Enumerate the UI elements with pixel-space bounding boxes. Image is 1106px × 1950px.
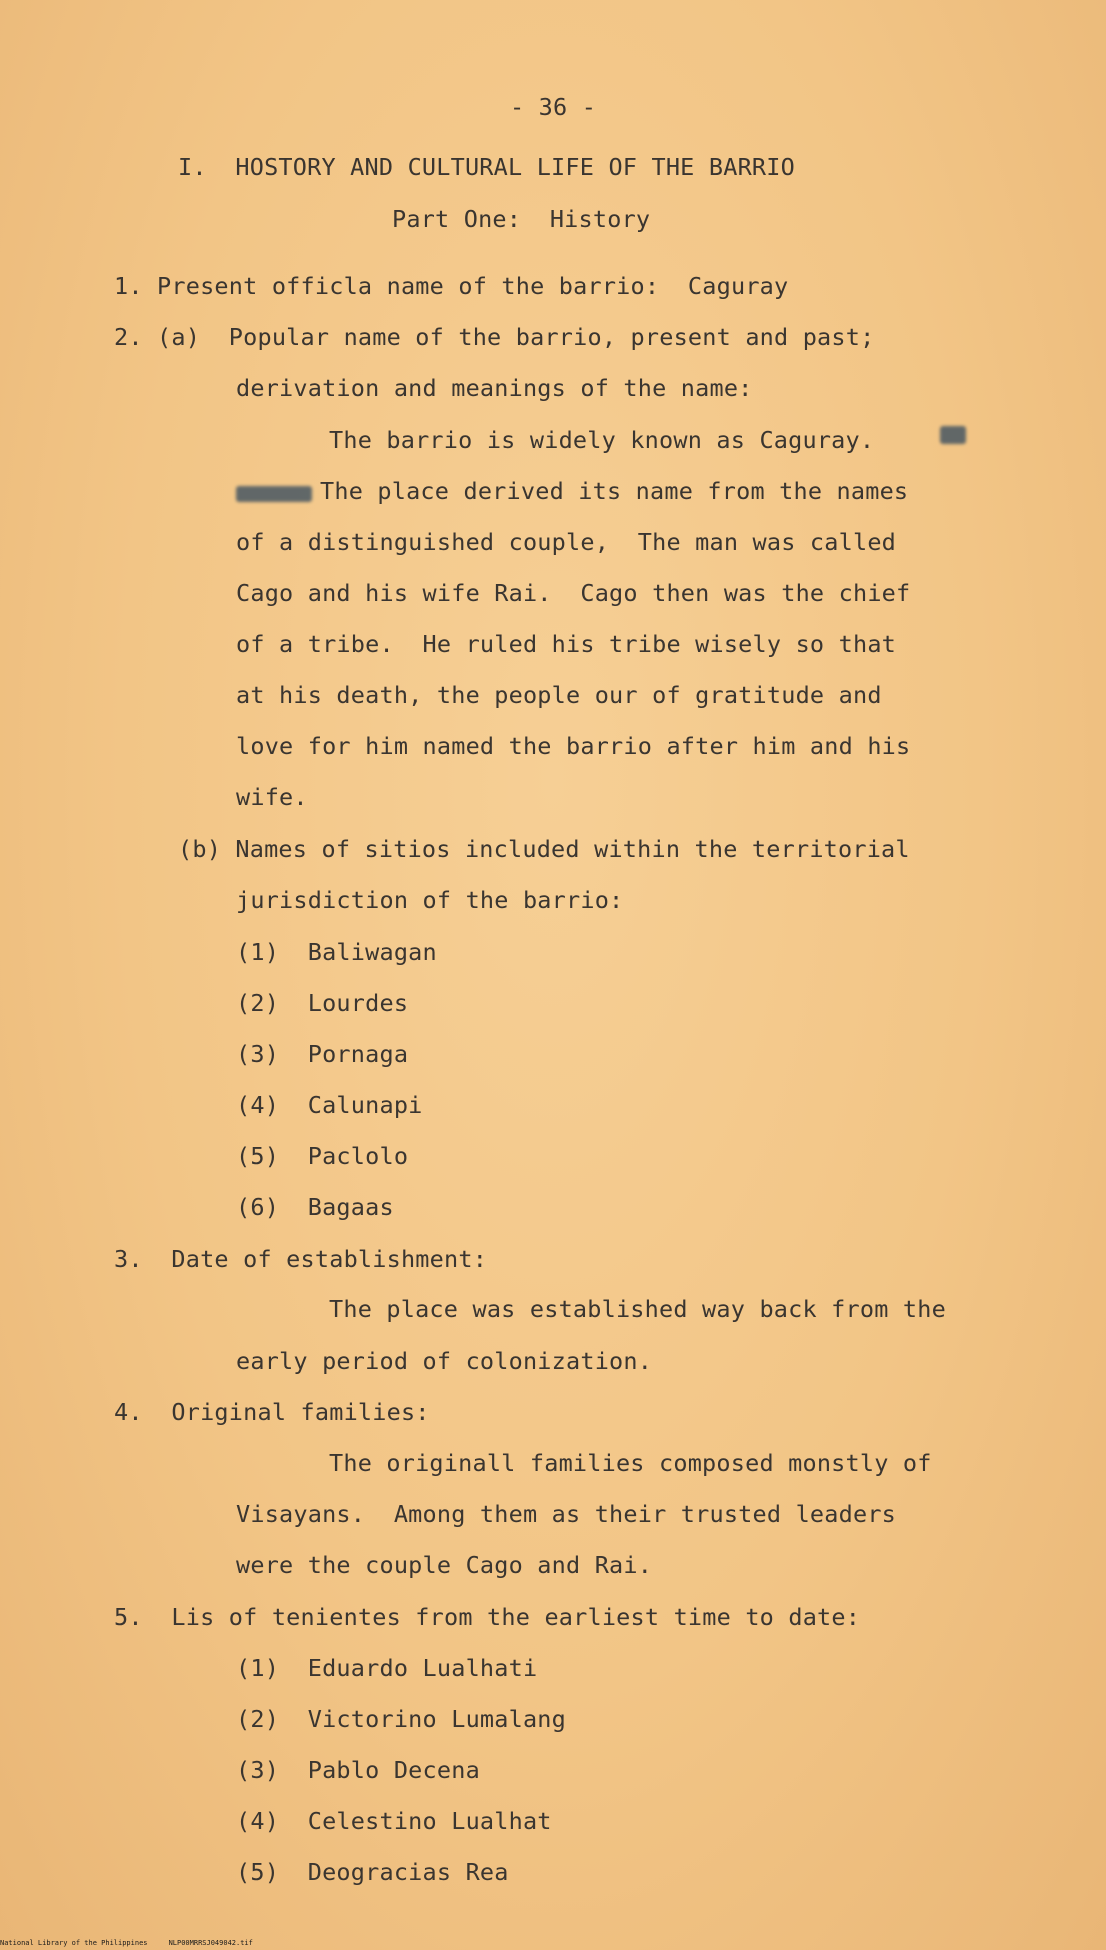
- item-2a-line2: derivation and meanings of the name:: [236, 374, 753, 402]
- para-2a-line1: The barrio is widely known as Caguray.: [329, 426, 875, 454]
- para-2a-line3: of a distinguished couple, The man was called: [236, 528, 897, 556]
- sitio-item: (5) Paclolo: [236, 1142, 409, 1170]
- para-4-line1: The originall families composed monstly of: [329, 1449, 932, 1477]
- item-5: 5. Lis of tenientes from the earliest time to date:: [114, 1603, 861, 1631]
- teniente-item: (3) Pablo Decena: [236, 1756, 480, 1784]
- sitio-item: (6) Bagaas: [236, 1193, 394, 1221]
- sitio-item: (1) Baliwagan: [236, 938, 437, 966]
- item-2a-line1: 2. (a) Popular name of the barrio, present and past;: [114, 323, 875, 351]
- para-2a-line5: of a tribe. He ruled his tribe wisely so that: [236, 630, 897, 658]
- para-2a-line8: wife.: [236, 783, 308, 811]
- item-2b-line2: jurisdiction of the barrio:: [236, 886, 624, 914]
- para-2a-line4: Cago and his wife Rai. Cago then was the chief: [236, 579, 911, 607]
- teniente-item: (2) Victorino Lumalang: [236, 1705, 567, 1733]
- para-3-line1: The place was established way back from the: [329, 1295, 946, 1323]
- part-title: Part One: History: [392, 205, 651, 233]
- sitio-item: (2) Lourdes: [236, 989, 409, 1017]
- sitio-item: (3) Pornaga: [236, 1040, 409, 1068]
- item-2b-line1: (b) Names of sitios included within the territorial: [178, 835, 910, 863]
- item-4: 4. Original families:: [114, 1398, 430, 1426]
- para-4-line2: Visayans. Among them as their trusted leaders: [236, 1500, 897, 1528]
- sitio-item: (4) Calunapi: [236, 1091, 423, 1119]
- teniente-item: (5) Deogracias Rea: [236, 1858, 509, 1886]
- teniente-item: (4) Celestino Lualhat: [236, 1807, 552, 1835]
- para-2a-line2: The place derived its name from the names: [320, 477, 909, 505]
- scan-footer: National Library of the Philippines NLP00MRRSJ049042.tif: [0, 1939, 253, 1947]
- para-2a-line6: at his death, the people our of gratitude and: [236, 681, 882, 709]
- ink-smudge-1: [940, 426, 966, 444]
- teniente-item: (1) Eduardo Lualhati: [236, 1654, 538, 1682]
- ink-smudge-2: [236, 486, 312, 502]
- item-3: 3. Date of establishment:: [114, 1245, 488, 1273]
- section-title: I. HOSTORY AND CULTURAL LIFE OF THE BARRIO: [178, 153, 795, 181]
- para-3-line2: early period of colonization.: [236, 1347, 653, 1375]
- para-2a-line7: love for him named the barrio after him and his: [236, 732, 911, 760]
- para-4-line3: were the couple Cago and Rai.: [236, 1551, 653, 1579]
- item-1: 1. Present officla name of the barrio: Caguray: [114, 272, 789, 300]
- page-number: - 36 -: [509, 93, 597, 121]
